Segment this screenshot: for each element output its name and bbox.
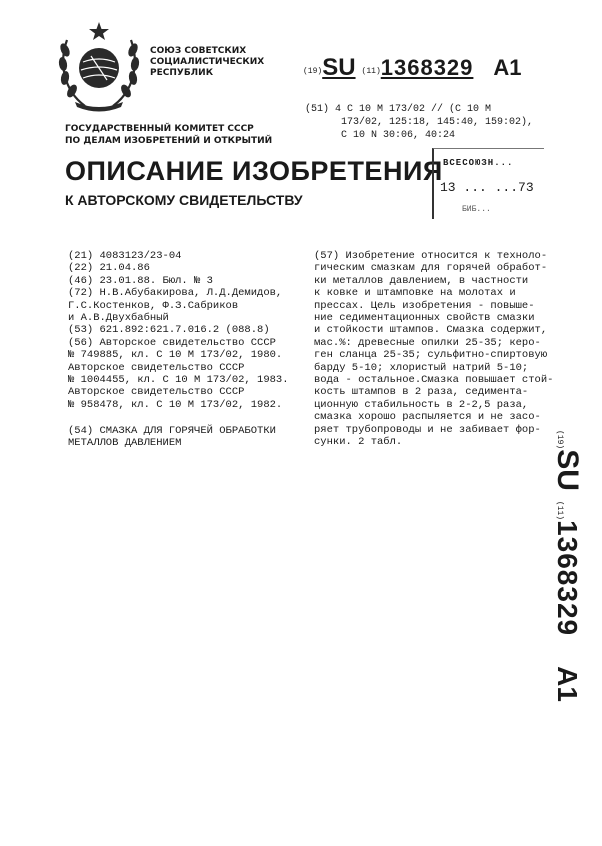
vertical-country-code: SU — [551, 449, 584, 491]
stamp-text: ВСЕСОЮЗН... — [443, 158, 514, 168]
biblio-line: (53) 621.892:621.7.016.2 (088.8) — [68, 324, 270, 337]
country-code: SU — [322, 54, 356, 81]
abstract-line: мас.%: древесные опилки 25-35; керо- — [314, 336, 541, 349]
abstract-line: смазка хорошо распыляется и не засо- — [314, 411, 541, 424]
abstract-line: ние седиментационных свойств смазки — [314, 312, 535, 325]
abstract-line: ген сланца 25-35; сульфитно-спиртовую — [314, 349, 548, 362]
abstract-line: (57) Изобретение относится к техноло- — [314, 250, 548, 262]
committee-line: ПО ДЕЛАМ ИЗОБРЕТЕНИЙ И ОТКРЫТИЙ — [65, 136, 273, 146]
patent-number: 1368329 — [380, 55, 474, 80]
abstract-line: кость штампов в 2 раза, седимента- — [314, 386, 529, 399]
document-title: ОПИСАНИЕ ИЗОБРЕТЕНИЯ — [65, 156, 443, 186]
country-line: РЕСПУБЛИК — [150, 68, 214, 78]
code-19: (19) — [303, 67, 323, 76]
vertical-kind-code: A1 — [552, 666, 583, 702]
publication-number — [303, 54, 522, 82]
country-name — [150, 46, 264, 79]
vertical-code-11: (11) — [555, 500, 564, 521]
state-emblem-icon — [55, 18, 143, 114]
vertical-publication-number — [544, 430, 592, 750]
biblio-line: (56) Авторское свидетельство СССР — [68, 336, 276, 349]
stamp-text: 13 ... ...73 — [440, 180, 534, 195]
biblio-line: Авторское свидетельство СССР — [68, 361, 245, 374]
biblio-line: № 1004455, кл. С 10 М 173/02, 1983. — [68, 374, 289, 387]
ipc-classification — [305, 103, 533, 142]
abstract-line: вода - остальное.Смазка повышает стой- — [314, 374, 554, 387]
ipc-line: С 10 N 30:06, 40:24 — [341, 130, 456, 141]
abstract-line: и стойкости штампов. Смазка содержит, — [314, 324, 548, 337]
bibliographic-data — [68, 250, 296, 411]
document-subtitle: К АВТОРСКОМУ СВИДЕТЕЛЬСТВУ — [65, 192, 303, 208]
abstract-line: к ковке и штамповке на молотах и — [314, 287, 516, 300]
biblio-line: (46) 23.01.88. Бюл. № 3 — [68, 274, 213, 287]
biblio-line: № 958478, кл. С 10 М 173/02, 1982. — [68, 398, 283, 411]
abstract-line: барду 5-10; хлористый натрий 5-10; — [314, 361, 529, 374]
code-11: (11) — [361, 67, 381, 76]
country-line: СОЮЗ СОВЕТСКИХ — [150, 46, 247, 56]
committee-name — [65, 123, 272, 147]
abstract — [314, 250, 554, 449]
biblio-line: (72) Н.В.Абубакирова, Л.Д.Демидов, — [68, 287, 283, 300]
committee-line: ГОСУДАРСТВЕННЫЙ КОМИТЕТ СССР — [65, 124, 254, 134]
vertical-code-19: (19) — [555, 430, 564, 450]
biblio-line: и А.В.Двухбабный — [68, 312, 169, 325]
invention-title-line: МЕТАЛЛОВ ДАВЛЕНИЕМ — [68, 437, 182, 450]
biblio-line: (21) 4083123/23-04 — [68, 250, 182, 262]
kind-code: A1 — [493, 55, 522, 80]
biblio-line: № 749885, кл. С 10 М 173/02, 1980. — [68, 349, 283, 362]
abstract-line: ряет трубопроводы и не забивает фор- — [314, 423, 541, 436]
abstract-line: ки металлов давлением, в частности — [314, 274, 529, 287]
vertical-patent-number: 1368329 — [552, 520, 583, 637]
biblio-line: Г.С.Костенков, Ф.З.Сабриков — [68, 299, 239, 312]
invention-title — [68, 425, 276, 450]
biblio-line: (22) 21.04.86 — [68, 262, 150, 275]
abstract-line: прессах. Цель изобретения - повыше- — [314, 299, 535, 312]
abstract-line: гическим смазкам для горячей обработ- — [314, 262, 548, 275]
country-line: СОЦИАЛИСТИЧЕСКИХ — [150, 57, 265, 67]
abstract-line: сунки. 2 табл. — [314, 436, 403, 449]
stamp-text: БИБ... — [462, 205, 491, 214]
invention-title-line: (54) СМАЗКА ДЛЯ ГОРЯЧЕЙ ОБРАБОТКИ — [68, 425, 276, 437]
abstract-line: ционную стабильность в 2-2,5 раза, — [314, 398, 529, 411]
ipc-line: 173/02, 125:18, 145:40, 159:02), — [341, 117, 534, 128]
biblio-line: Авторское свидетельство СССР — [68, 386, 245, 399]
ipc-line: (51) 4 С 10 М 173/02 // (С 10 М — [305, 104, 492, 115]
